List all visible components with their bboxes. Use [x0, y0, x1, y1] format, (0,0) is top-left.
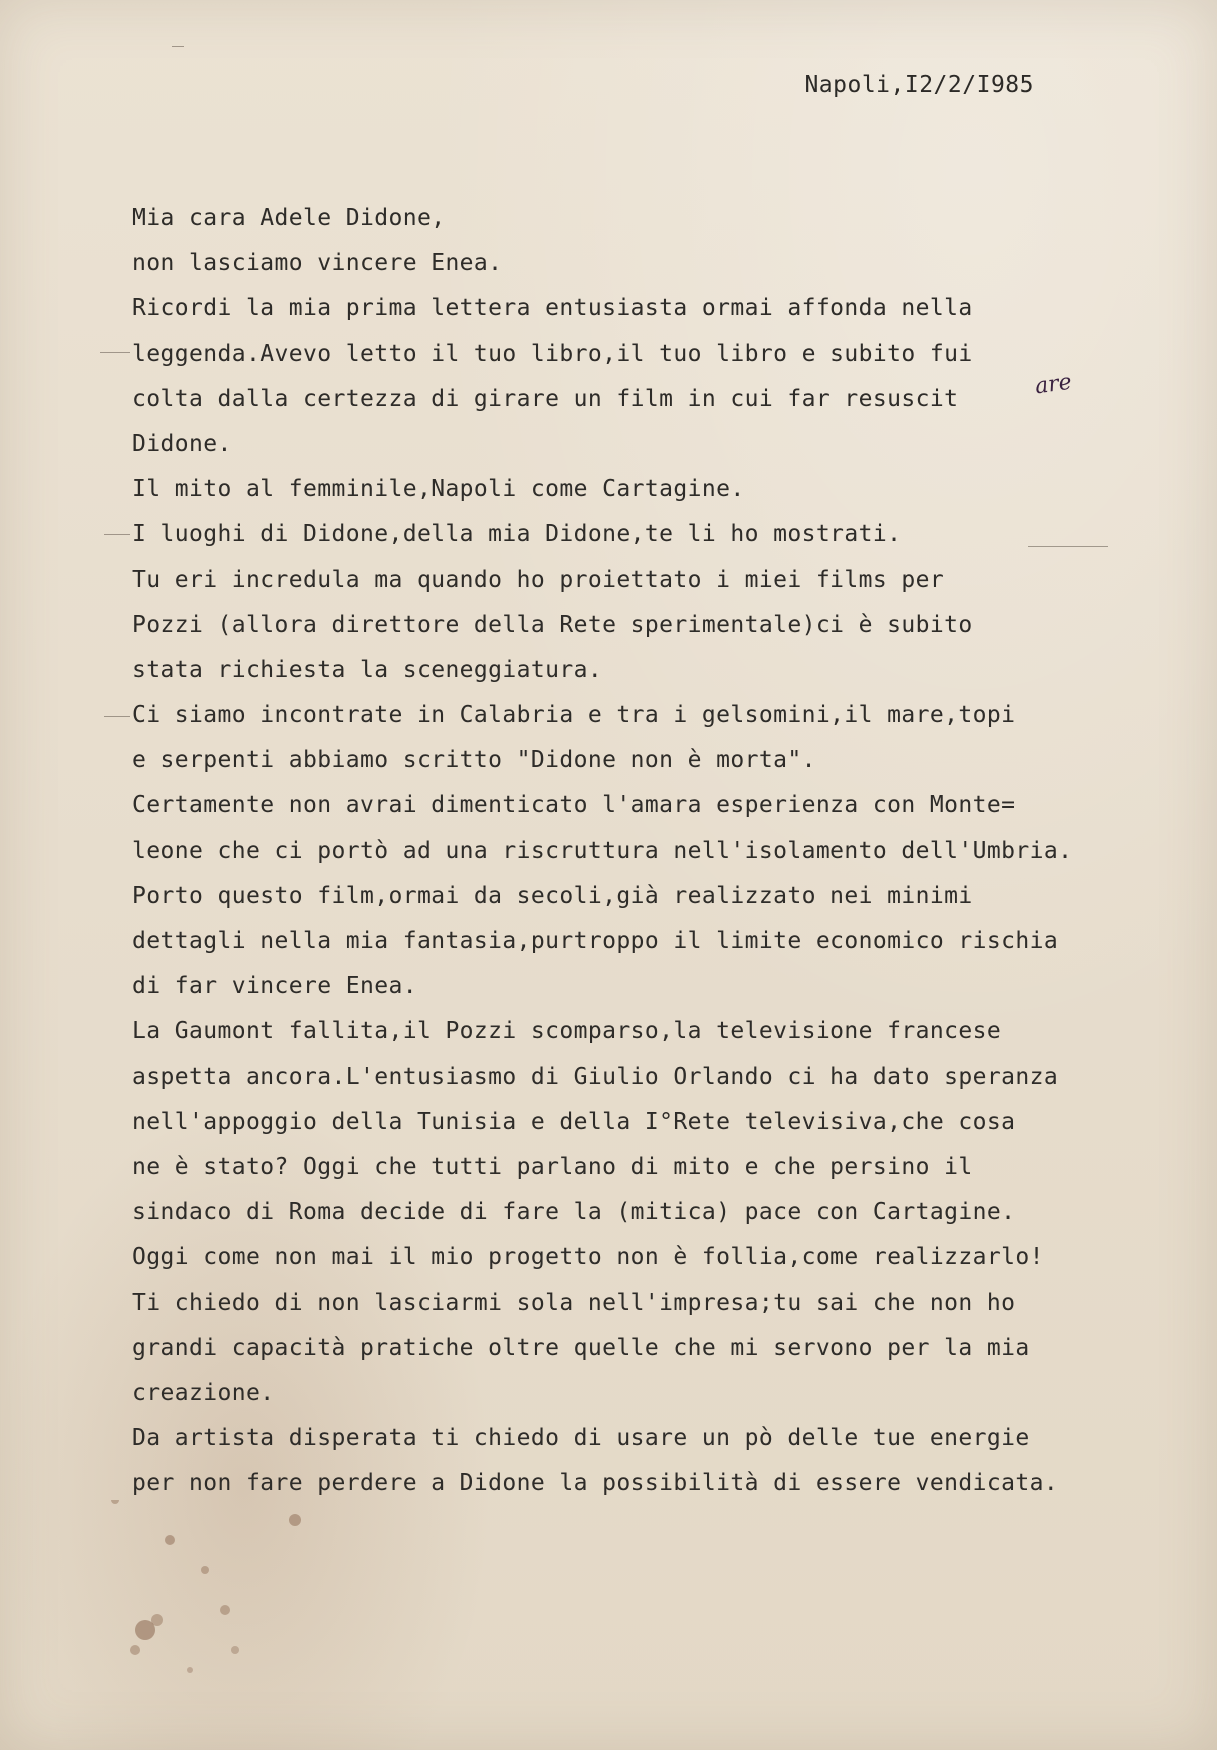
margin-mark [104, 716, 130, 717]
letter-line: sindaco di Roma decide di fare la (mitica) pace con Cartagine. [132, 1199, 1016, 1226]
margin-mark [104, 534, 130, 535]
letter-line: non lasciamo vincere Enea. [132, 250, 503, 277]
letter-line: Didone. [132, 430, 232, 457]
letter-line: Tu eri incredula ma quando ho proiettato i miei films per [132, 566, 945, 593]
letter-line: Da artista disperata ti chiedo di usare un pò delle tue energie [132, 1425, 1030, 1452]
letter-line: Porto questo film,ormai da secoli,già realizzato nei minimi [132, 882, 973, 909]
paper-stains [95, 1500, 335, 1700]
letter-line: Pozzi (allora direttore della Rete sperimentale)ci è subito [132, 611, 973, 638]
letter-dateline: Napoli,I2/2/I985 [804, 72, 1034, 98]
letter-line: Mia cara Adele Didone, [132, 205, 446, 231]
letter-line: di far vincere Enea. [132, 973, 417, 1000]
margin-mark [1028, 546, 1108, 547]
letter-line: Ricordi la mia prima lettera entusiasta ormai affonda nella [132, 295, 973, 322]
letter-line: stata richiesta la sceneggiatura. [132, 656, 603, 683]
letter-line: Il mito al femminile,Napoli come Cartagine. [132, 476, 745, 503]
letter-line: Ti chiedo di non lasciarmi sola nell'impresa;tu sai che non ho [132, 1289, 1016, 1316]
letter-line: ne è stato? Oggi che tutti parlano di mito e che persino il [132, 1153, 973, 1180]
letter-line: aspetta ancora.L'entusiasmo di Giulio Orlando ci ha dato speranza [132, 1063, 1059, 1090]
letter-line: nell'appoggio della Tunisia e della I°Rete televisiva,che cosa [132, 1108, 1016, 1135]
letter-line: creazione. [132, 1379, 275, 1406]
handwritten-correction: are [1033, 369, 1074, 400]
letter-body [132, 196, 1162, 1506]
letter-line: La Gaumont fallita,il Pozzi scomparso,la televisione francese [132, 1018, 1002, 1045]
letter-line: dettagli nella mia fantasia,purtroppo il limite economico rischia [132, 928, 1059, 954]
letter-line: leggenda.Avevo letto il tuo libro,il tuo libro e subito fui [132, 340, 973, 367]
letter-line: Oggi come non mai il mio progetto non è follia,come realizzarlo! [132, 1244, 1044, 1271]
letter-line: I luoghi di Didone,della mia Didone,te li ho mostrati. [132, 521, 902, 548]
margin-mark [100, 352, 130, 353]
margin-mark [172, 46, 184, 47]
letter-line: e serpenti abbiamo scritto "Didone non è morta". [132, 747, 816, 774]
letter-line: grandi capacità pratiche oltre quelle che mi servono per la mia [132, 1334, 1030, 1361]
letter-line: leone che ci portò ad una riscruttura nell'isolamento dell'Umbria. [132, 837, 1073, 864]
letter-line: Ci siamo incontrate in Calabria e tra i gelsomini,il mare,topi [132, 702, 1016, 729]
letter-line: colta dalla certezza di girare un film in cui far resuscit [132, 385, 959, 412]
letter-line: Certamente non avrai dimenticato l'amara esperienza con Monte= [132, 792, 1016, 819]
letter-line: per non fare perdere a Didone la possibilità di essere vendicata. [132, 1470, 1059, 1497]
